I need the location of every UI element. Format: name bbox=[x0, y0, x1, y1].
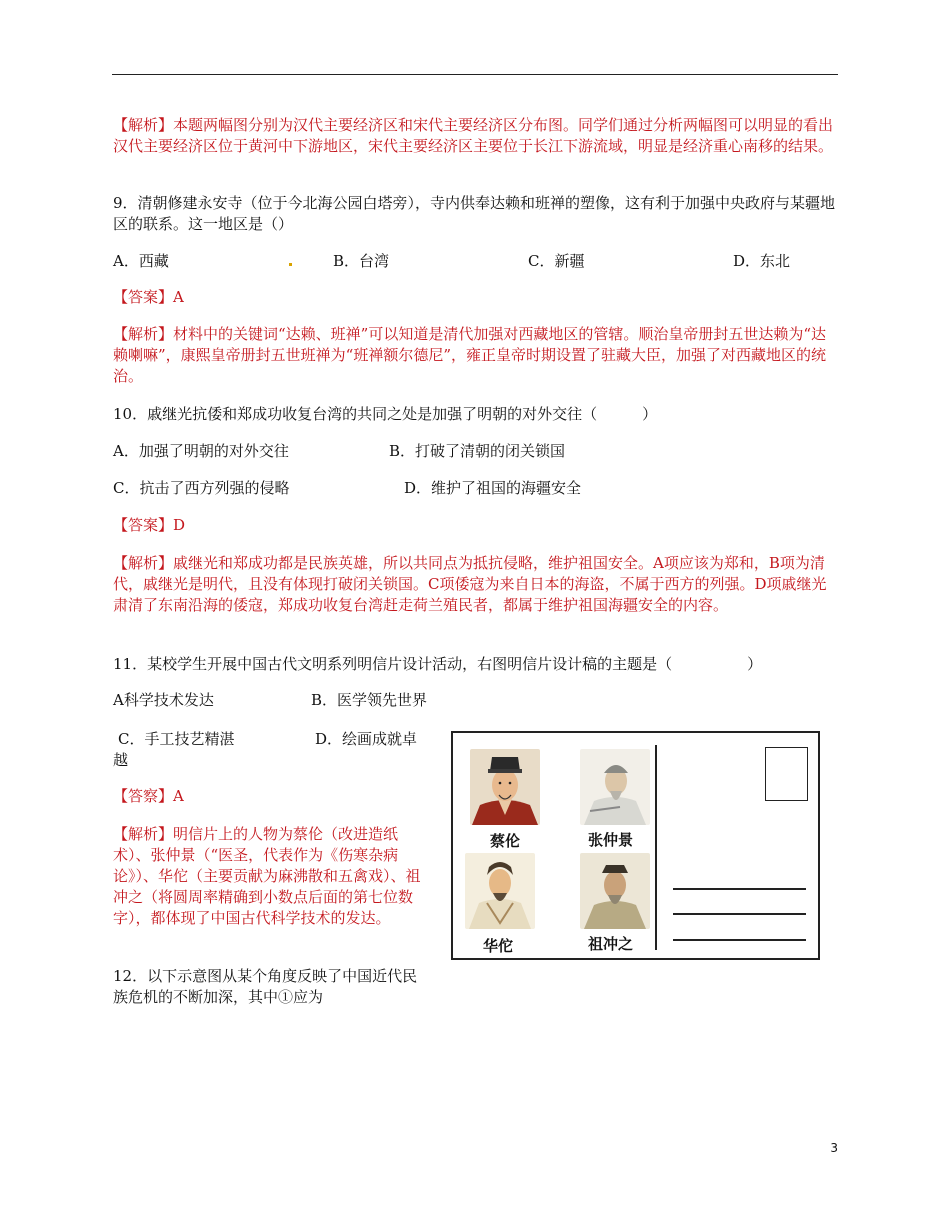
q9-option-a: A．西藏 bbox=[113, 252, 169, 270]
q9-analysis: 【解析】材料中的关键词“达赖、班禅”可以知道是清代加强对西藏地区的管辖。顺治皇帝册封五世达赖为“达赖喇嘛”，康熙皇帝册封五世班禅为“班禅额尔德尼”，雍正皇帝时期设置了驻藏大臣，加强了对西藏地区的统治。 bbox=[113, 325, 827, 385]
page-number: 3 bbox=[830, 1141, 838, 1155]
postcard-divider bbox=[655, 745, 657, 950]
q12-stem: 12．以下示意图从某个角度反映了中国近代民族危机的不断加深，其中①应为 bbox=[113, 967, 418, 1006]
header-rule bbox=[112, 74, 838, 75]
q9-answer: 【答案】A bbox=[113, 288, 184, 306]
postcard-name-hua-tuo: 华佗 bbox=[483, 937, 514, 955]
q11-stem: 11．某校学生开展中国古代文明系列明信片设计活动，右图明信片设计稿的主题是（ ） bbox=[113, 655, 763, 673]
q10-option-d: D．维护了祖国的海疆安全 bbox=[404, 479, 582, 497]
address-line bbox=[673, 913, 806, 915]
postcard-name-zhang-zhongjing: 张仲景 bbox=[588, 831, 634, 849]
zhang-zhongjing-portrait bbox=[580, 749, 650, 825]
stamp-box bbox=[765, 747, 808, 801]
address-line bbox=[673, 939, 806, 941]
q9-option-b: B．台湾 bbox=[333, 252, 390, 270]
address-line bbox=[673, 888, 806, 890]
zu-chongzhi-portrait bbox=[580, 853, 650, 929]
stray-mark bbox=[289, 263, 292, 266]
q10-answer: 【答案】D bbox=[113, 516, 186, 534]
hua-tuo-portrait bbox=[465, 853, 535, 929]
postcard-figure bbox=[451, 731, 820, 960]
q11-option-c: C．手工技艺精湛 bbox=[118, 730, 235, 748]
q11-analysis: 【解析】明信片上的人物为蔡伦（改进造纸术）、张仲景（“医圣，代表作为《伤寒杂病论》）、华佗（主要贡献为麻沸散和五禽戏）、祖冲之（将圆周率精确到小数点后面的第七位数字），都体现了中国古代科学技术的发达。 bbox=[113, 825, 421, 927]
q11-answer: 【答察】A bbox=[113, 787, 184, 805]
q9-option-d: D．东北 bbox=[733, 252, 791, 270]
postcard-name-cai-lun: 蔡伦 bbox=[490, 832, 521, 850]
q10-analysis: 【解析】戚继光和郑成功都是民族英雄，所以共同点为抵抗侵略，维护祖国安全。A项应该为郑和，B项为清代，戚继光是明代，且没有体现打破闭关锁国。C项倭寇为来自日本的海盗，不属于西方的列强。D项戚继光肃清了东南沿海的倭寇，郑成功收复台湾赶走荷兰殖民者，都属于维护祖国海疆安全的内容。 bbox=[113, 554, 827, 614]
q10-option-c: C．抗击了西方列强的侵略 bbox=[113, 479, 290, 497]
q9-stem: 9．清朝修建永安寺（位于今北海公园白塔旁），寺内供奉达赖和班禅的塑像，这有利于加强中央政府与某疆地区的联系。这一地区是（） bbox=[113, 194, 836, 233]
postcard-name-zu-chongzhi: 祖冲之 bbox=[588, 935, 634, 953]
cai-lun-portrait bbox=[470, 749, 540, 825]
q11-option-a: A科学技术发达 bbox=[113, 691, 214, 709]
q8-analysis: 【解析】本题两幅图分别为汉代主要经济区和宋代主要经济区分布图。同学们通过分析两幅图可以明显的看出汉代主要经济区位于黄河中下游地区，宋代主要经济区主要位于长江下游流域，明显是经济重心南移的结果。 bbox=[113, 116, 834, 155]
q9-option-c: C．新疆 bbox=[528, 252, 585, 270]
q10-option-a: A．加强了明朝的对外交往 bbox=[113, 442, 289, 460]
q10-stem: 10．戚继光抗倭和郑成功收复台湾的共同之处是加强了明朝的对外交往（ ） bbox=[113, 405, 658, 423]
q11-option-b: B．医学领先世界 bbox=[311, 691, 428, 709]
q11-option-d: D．绘画成就卓越 bbox=[113, 730, 418, 769]
q10-option-b: B．打破了清朝的闭关锁国 bbox=[389, 442, 566, 460]
